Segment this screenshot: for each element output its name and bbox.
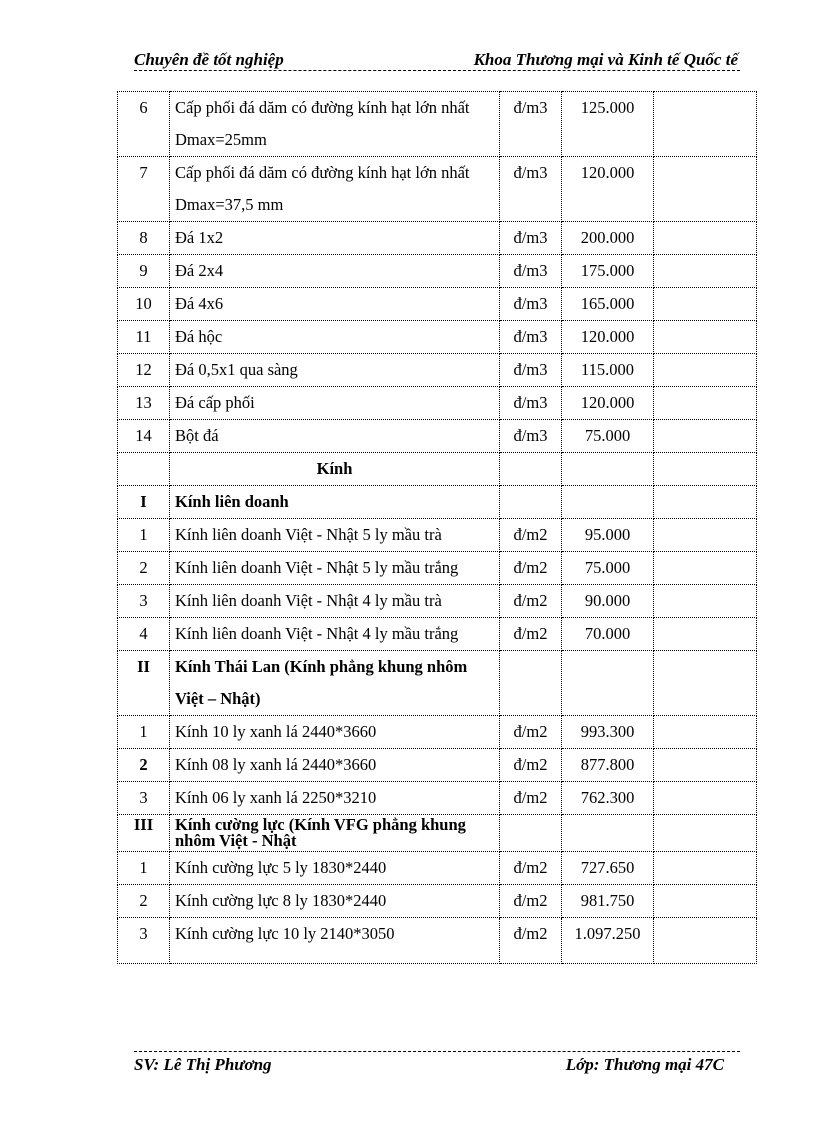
row-number-cell: 1 (118, 716, 170, 749)
item-name-cell: Kính liên doanh Việt - Nhật 4 ly mầu trắng (170, 618, 500, 651)
row-number-cell: 3 (118, 918, 170, 964)
note-cell (654, 486, 757, 519)
item-name-cell: Đá 1x2 (170, 222, 500, 255)
unit-cell: đ/m2 (500, 885, 562, 918)
unit-cell: đ/m3 (500, 92, 562, 157)
item-name-cell: Kính cường lực (Kính VFG phẳng khung nhôm Việt - Nhật (170, 815, 500, 852)
price-cell: 1.097.250 (562, 918, 654, 964)
price-cell: 877.800 (562, 749, 654, 782)
row-number-cell: 12 (118, 354, 170, 387)
row-number-cell: III (118, 815, 170, 852)
table-row (118, 420, 757, 453)
price-cell: 981.750 (562, 885, 654, 918)
table-row (118, 782, 757, 815)
row-number-cell: 13 (118, 387, 170, 420)
note-cell (654, 288, 757, 321)
item-name-cell: Cấp phối đá dăm có đường kính hạt lớn nhất Dmax=25mm (170, 92, 500, 157)
unit-cell: đ/m2 (500, 716, 562, 749)
note-cell (654, 918, 757, 964)
row-number-cell (118, 453, 170, 486)
note-cell (654, 651, 757, 716)
item-name-cell: Kính 10 ly xanh lá 2440*3660 (170, 716, 500, 749)
table-row (118, 918, 757, 964)
unit-cell: đ/m2 (500, 852, 562, 885)
unit-cell: đ/m2 (500, 782, 562, 815)
footer-divider (134, 1051, 740, 1052)
price-cell: 200.000 (562, 222, 654, 255)
footer-left: SV: Lê Thị Phương (134, 1055, 272, 1074)
note-cell (654, 815, 757, 852)
table-row (118, 651, 757, 716)
item-name-cell: Bột đá (170, 420, 500, 453)
item-name-cell: Kính liên doanh (170, 486, 500, 519)
unit-cell: đ/m2 (500, 552, 562, 585)
row-number-cell: 4 (118, 618, 170, 651)
header-right: Khoa Thương mại và Kinh tế Quốc tế (473, 50, 738, 69)
price-cell: 175.000 (562, 255, 654, 288)
table-row (118, 453, 757, 486)
row-number-cell: 1 (118, 852, 170, 885)
price-cell: 90.000 (562, 585, 654, 618)
item-name-cell: Kính (170, 453, 500, 486)
price-cell (562, 651, 654, 716)
price-cell: 120.000 (562, 387, 654, 420)
note-cell (654, 453, 757, 486)
unit-cell (500, 651, 562, 716)
price-cell (562, 815, 654, 852)
unit-cell: đ/m3 (500, 288, 562, 321)
item-name-cell: Đá hộc (170, 321, 500, 354)
price-cell: 75.000 (562, 552, 654, 585)
note-cell (654, 321, 757, 354)
table-row (118, 321, 757, 354)
unit-cell: đ/m3 (500, 387, 562, 420)
table-row (118, 354, 757, 387)
row-number-cell: 2 (118, 552, 170, 585)
price-cell: 70.000 (562, 618, 654, 651)
table-row (118, 288, 757, 321)
note-cell (654, 420, 757, 453)
item-name-cell: Kính liên doanh Việt - Nhật 4 ly mầu trà (170, 585, 500, 618)
footer-right: Lớp: Thương mại 47C (565, 1055, 724, 1074)
note-cell (654, 255, 757, 288)
table-row (118, 92, 757, 157)
table-row (118, 255, 757, 288)
table-row (118, 815, 757, 852)
unit-cell (500, 486, 562, 519)
note-cell (654, 716, 757, 749)
row-number-cell: 3 (118, 782, 170, 815)
item-name-cell: Kính Thái Lan (Kính phẳng khung nhôm Việt – Nhật) (170, 651, 500, 716)
item-name-cell: Đá cấp phối (170, 387, 500, 420)
price-cell: 993.300 (562, 716, 654, 749)
price-cell: 165.000 (562, 288, 654, 321)
unit-cell (500, 453, 562, 486)
price-cell: 125.000 (562, 92, 654, 157)
unit-cell: đ/m2 (500, 618, 562, 651)
page-header (134, 50, 740, 72)
row-number-cell: II (118, 651, 170, 716)
row-number-cell: 10 (118, 288, 170, 321)
table-row (118, 885, 757, 918)
item-name-cell: Kính cường lực 5 ly 1830*2440 (170, 852, 500, 885)
table-row (118, 716, 757, 749)
unit-cell: đ/m3 (500, 157, 562, 222)
row-number-cell: 2 (118, 749, 170, 782)
table-row (118, 387, 757, 420)
table-row (118, 222, 757, 255)
price-cell (562, 453, 654, 486)
unit-cell (500, 815, 562, 852)
note-cell (654, 354, 757, 387)
row-number-cell: 14 (118, 420, 170, 453)
unit-cell: đ/m2 (500, 585, 562, 618)
price-cell: 115.000 (562, 354, 654, 387)
header-divider (134, 70, 740, 71)
unit-cell: đ/m3 (500, 354, 562, 387)
item-name-cell: Cấp phối đá dăm có đường kính hạt lớn nhất Dmax=37,5 mm (170, 157, 500, 222)
item-name-cell: Kính 06 ly xanh lá 2250*3210 (170, 782, 500, 815)
price-cell: 120.000 (562, 157, 654, 222)
price-cell: 95.000 (562, 519, 654, 552)
row-number-cell: 3 (118, 585, 170, 618)
row-number-cell: I (118, 486, 170, 519)
table-row (118, 618, 757, 651)
note-cell (654, 157, 757, 222)
note-cell (654, 885, 757, 918)
note-cell (654, 92, 757, 157)
item-name-cell: Kính liên doanh Việt - Nhật 5 ly mầu trắng (170, 552, 500, 585)
table-row (118, 852, 757, 885)
row-number-cell: 11 (118, 321, 170, 354)
price-table (117, 91, 757, 964)
table-row (118, 519, 757, 552)
table-row (118, 486, 757, 519)
row-number-cell: 8 (118, 222, 170, 255)
price-cell (562, 486, 654, 519)
header-left: Chuyên đề tốt nghiệp (134, 50, 284, 69)
unit-cell: đ/m3 (500, 420, 562, 453)
price-cell: 75.000 (562, 420, 654, 453)
unit-cell: đ/m2 (500, 918, 562, 964)
note-cell (654, 852, 757, 885)
note-cell (654, 222, 757, 255)
note-cell (654, 519, 757, 552)
item-name-cell: Đá 0,5x1 qua sàng (170, 354, 500, 387)
table-row (118, 552, 757, 585)
row-number-cell: 2 (118, 885, 170, 918)
unit-cell: đ/m3 (500, 222, 562, 255)
table-row (118, 157, 757, 222)
note-cell (654, 585, 757, 618)
unit-cell: đ/m2 (500, 749, 562, 782)
price-table-body (118, 92, 757, 964)
note-cell (654, 749, 757, 782)
price-cell: 120.000 (562, 321, 654, 354)
row-number-cell: 1 (118, 519, 170, 552)
item-name-cell: Kính cường lực 8 ly 1830*2440 (170, 885, 500, 918)
row-number-cell: 7 (118, 157, 170, 222)
item-name-cell: Kính 08 ly xanh lá 2440*3660 (170, 749, 500, 782)
note-cell (654, 552, 757, 585)
item-name-cell: Kính cường lực 10 ly 2140*3050 (170, 918, 500, 964)
unit-cell: đ/m3 (500, 255, 562, 288)
item-name-cell: Đá 2x4 (170, 255, 500, 288)
note-cell (654, 618, 757, 651)
unit-cell: đ/m3 (500, 321, 562, 354)
note-cell (654, 782, 757, 815)
item-name-cell: Kính liên doanh Việt - Nhật 5 ly mầu trà (170, 519, 500, 552)
price-cell: 762.300 (562, 782, 654, 815)
price-cell: 727.650 (562, 852, 654, 885)
unit-cell: đ/m2 (500, 519, 562, 552)
table-row (118, 585, 757, 618)
table-row (118, 749, 757, 782)
row-number-cell: 9 (118, 255, 170, 288)
row-number-cell: 6 (118, 92, 170, 157)
page-footer (134, 1055, 740, 1077)
item-name-cell: Đá 4x6 (170, 288, 500, 321)
note-cell (654, 387, 757, 420)
